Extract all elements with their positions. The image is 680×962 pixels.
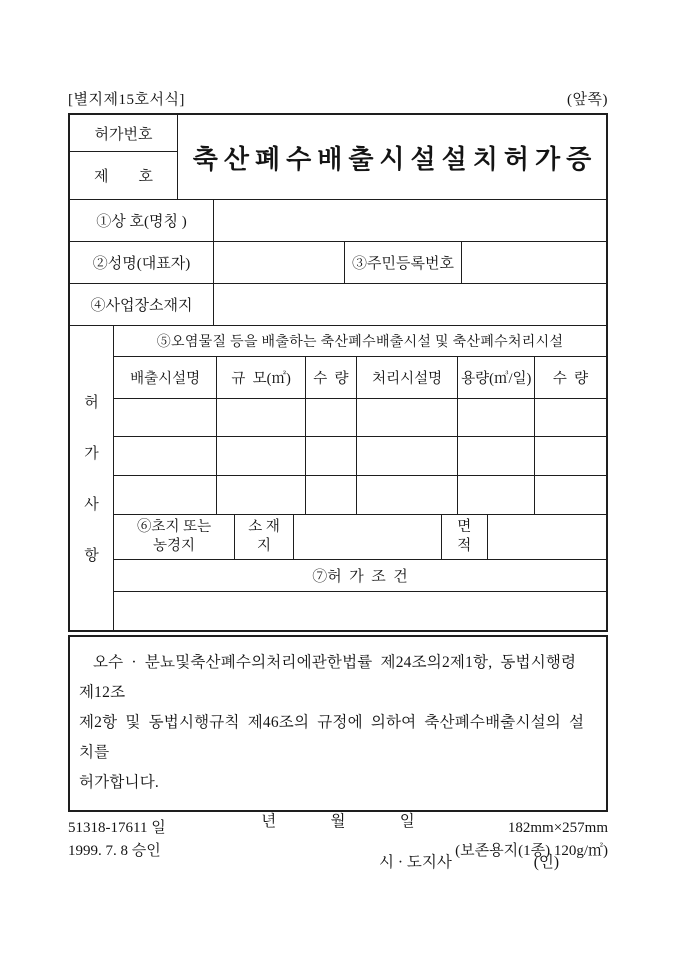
paper-spec: (보존용지(1종) 120g/㎡): [455, 843, 608, 859]
form-control-number: 51318-17611 일: [68, 820, 166, 836]
company-name-field[interactable]: [214, 200, 606, 241]
approval-date: 1999. 7. 8 승인: [68, 843, 161, 859]
facility-cell[interactable]: [114, 399, 217, 436]
side-label-char: 항: [84, 548, 99, 564]
col-header-capacity: 용량(㎥/일): [458, 357, 535, 398]
location-field[interactable]: [294, 515, 442, 559]
facility-cell[interactable]: [458, 476, 535, 514]
permit-conditions-field[interactable]: [114, 592, 606, 630]
business-address-row: [70, 284, 606, 326]
facility-cell[interactable]: [114, 476, 217, 514]
col-header-scale: 규 모(㎡): [217, 357, 306, 398]
facility-cell[interactable]: [114, 437, 217, 475]
company-name-row: [70, 200, 606, 242]
area-label: 면 적: [442, 515, 488, 559]
col-header-quantity-1: 수 량: [306, 357, 357, 398]
facility-cell[interactable]: [217, 476, 306, 514]
governor-label: 시 · 도지사: [379, 854, 452, 871]
side-label-char: 사: [84, 497, 99, 513]
facility-cell[interactable]: [458, 399, 535, 436]
facility-cell[interactable]: [306, 399, 357, 436]
grassland-label: ⑥초지 또는 농경지: [114, 515, 235, 559]
location-label: 소 재 지: [235, 515, 294, 559]
side-label-char: 허: [84, 395, 99, 411]
permit-matters-side-label: [70, 326, 114, 630]
paper-size: 182mm×257mm: [507, 820, 608, 836]
resident-id-label: ③주민등록번호: [345, 242, 462, 283]
facility-table: [114, 326, 606, 630]
company-name-label: ①상 호(명칭 ): [70, 200, 214, 241]
page-side-label: (앞쪽): [567, 92, 608, 108]
permit-number-block: [70, 115, 178, 199]
facility-cell[interactable]: [357, 476, 458, 514]
page-top-note: [68, 88, 608, 109]
business-address-label: ④사업장소재지: [70, 284, 214, 325]
facility-cell[interactable]: [357, 399, 458, 436]
main-form-table: [68, 113, 608, 632]
grassland-row: [114, 515, 606, 560]
representative-label: ②성명(대표자): [70, 242, 214, 283]
facility-row: [114, 399, 606, 437]
form-title: 축산폐수배출시설설치허가증: [192, 144, 598, 174]
facility-column-header-row: [114, 357, 606, 399]
declaration-line-1: 오수 · 분뇨및축산폐수의처리에관한법률 제24조의2제1항, 동법시행령 제12조: [79, 654, 577, 701]
form-code-label: [별지제15호서식]: [68, 92, 185, 108]
representative-field[interactable]: [214, 242, 345, 283]
declaration-line-2: 제2항 및 동법시행규칙 제46조의 규정에 의하여 축산폐수배출시설의 설치를: [79, 714, 585, 761]
facility-cell[interactable]: [535, 476, 606, 514]
col-header-discharge-facility: 배출시설명: [114, 357, 217, 398]
facility-cell[interactable]: [306, 476, 357, 514]
footer-right: [455, 817, 608, 863]
representative-row: [70, 242, 606, 284]
date-line[interactable]: 년 월 일: [261, 813, 415, 830]
col-header-treatment-facility: 처리시설명: [357, 357, 458, 398]
side-label-char: 가: [84, 446, 99, 462]
facility-cell[interactable]: [306, 437, 357, 475]
facility-cell[interactable]: [535, 437, 606, 475]
facility-cell[interactable]: [458, 437, 535, 475]
document-number-label[interactable]: 제 호: [94, 169, 153, 185]
seal-placeholder: (인): [533, 854, 559, 871]
permit-number-label: 허가번호: [70, 115, 177, 152]
business-address-field[interactable]: [214, 284, 606, 325]
col-header-quantity-2: 수 량: [552, 371, 589, 387]
facility-section-header: ⑤오염물질 등을 배출하는 축산폐수배출시설 및 축산폐수처리시설: [114, 326, 606, 357]
facility-row: [114, 476, 606, 515]
facility-cell[interactable]: [535, 399, 606, 436]
area-field[interactable]: [488, 515, 606, 559]
resident-id-field[interactable]: [462, 242, 606, 283]
title-section: [70, 115, 606, 200]
facility-cell[interactable]: [357, 437, 458, 475]
facility-cell[interactable]: [217, 399, 306, 436]
footer-left: [68, 817, 166, 863]
facility-row: [114, 437, 606, 476]
permit-conditions-header: ⑦허 가 조 건: [114, 560, 606, 592]
facility-cell[interactable]: [217, 437, 306, 475]
permit-matters-section: [70, 326, 606, 630]
declaration-line-3: 허가합니다.: [79, 774, 159, 791]
